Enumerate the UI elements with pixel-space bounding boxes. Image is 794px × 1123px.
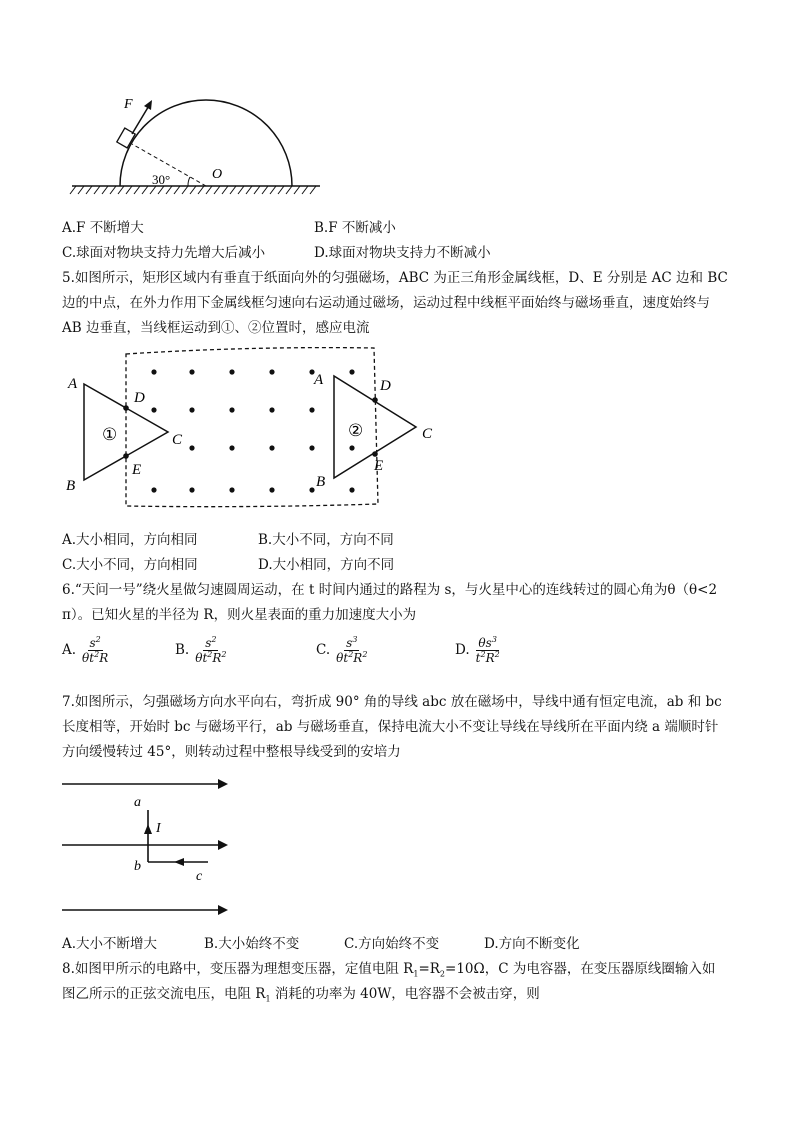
q5-text-line-3: AB 边垂直，当线框运动到①、②位置时，感应电流 — [62, 320, 370, 336]
q5-option-a[interactable]: A.大小相同，方向相同 — [62, 532, 198, 548]
q7-option-d[interactable]: D.方向不断变化 — [484, 936, 580, 952]
q5-label-C2: C — [422, 426, 433, 442]
q5-text-line-2: 边的中点，在外力作用下金属线框匀速向右运动通过磁场，运动过程中线框平面始终与磁场垂直，速度始终与 — [62, 295, 710, 311]
q4-option-a[interactable]: A.F 不断增大 — [62, 220, 144, 236]
q7-label-a: a — [134, 795, 141, 810]
q4-option-d[interactable]: D.球面对物块支持力不断减小 — [314, 245, 491, 261]
q5-label-B1: B — [66, 478, 76, 494]
q5-label-B2: B — [316, 474, 326, 490]
q5-option-c[interactable]: C.大小不同，方向相同 — [62, 557, 198, 573]
q4-option-b[interactable]: B.F 不断减小 — [314, 220, 396, 236]
q4-label-angle: 30° — [152, 172, 171, 187]
q7-text-line-2: 长度相等，开始时 bc 与磁场平行，ab 与磁场垂直，保持电流大小不变让导线在导线所在平面内绕 a 端顺时针 — [62, 719, 719, 735]
q7-label-c: c — [196, 869, 203, 884]
q5-text-line-1: 5.如图所示，矩形区域内有垂直于纸面向外的匀强磁场，ABC 为正三角形金属线框，D、E 分别是 AC 边和 BC — [62, 270, 728, 286]
q5-option-b[interactable]: B.大小不同，方向不同 — [258, 532, 394, 548]
q5-label-A2: A — [314, 372, 324, 388]
q5-option-d[interactable]: D.大小相同，方向不同 — [258, 557, 395, 573]
q5-label-E2: E — [374, 458, 384, 474]
q6-text-line-2: π）。已知火星的半径为 R，则火星表面的重力加速度大小为 — [62, 607, 417, 623]
q7-option-a[interactable]: A.大小不断增大 — [62, 936, 158, 952]
q5-label-C1: C — [172, 432, 183, 448]
q5-label-D1: D — [134, 390, 145, 406]
q5-label-pos2: ② — [348, 421, 364, 440]
q4-option-c[interactable]: C.球面对物块支持力先增大后减小 — [62, 245, 266, 261]
q5-label-E1: E — [132, 462, 142, 478]
q4-label-O: O — [212, 167, 223, 182]
q6-option-b[interactable]: B. $\frac{s^2}{\theta t^2R^2}$ — [175, 635, 227, 666]
q8-text-line-2: 图乙所示的正弦交流电压，电阻 $R_1$ 消耗的功率为 40W，电容器不会被击穿，则 — [62, 986, 540, 1004]
q4-figure — [62, 88, 332, 208]
q8-text-line-1: 8.如图甲所示的电路中，变压器为理想变压器，定值电阻 $R_1=R_2=10\Omega$，C 为电容器，在变压器原线圈输入如 — [62, 961, 716, 979]
q5-figure — [62, 340, 462, 515]
q7-figure — [62, 766, 242, 926]
q7-label-b: b — [134, 859, 141, 874]
q5-label-pos1: ① — [102, 425, 118, 444]
q7-option-c[interactable]: C.方向始终不变 — [344, 936, 440, 952]
q7-option-b[interactable]: B.大小始终不变 — [204, 936, 300, 952]
q4-label-F: F — [124, 97, 133, 112]
q5-label-D2: D — [380, 378, 391, 394]
q5-label-A1: A — [68, 376, 78, 392]
q6-option-a[interactable]: A. $\frac{s^2}{\theta t^2R}$ — [62, 635, 109, 666]
q7-text-line-3: 方向缓慢转过 45°，则转动过程中整根导线受到的安培力 — [62, 744, 401, 760]
q7-label-I: I — [156, 821, 161, 836]
q6-option-d[interactable]: D. $\frac{\theta s^3}{t^2R^2}$ — [455, 635, 500, 666]
q7-text-line-1: 7.如图所示，匀强磁场方向水平向右，弯折成 90° 角的导线 abc 放在磁场中，导线中通有恒定电流，ab 和 bc — [62, 694, 722, 710]
q6-text-line-1: 6.“天问一号”绕火星做匀速圆周运动，在 t 时间内通过的路程为 s，与火星中心的连线转过的圆心角为θ（θ<2 — [62, 582, 718, 598]
q6-option-c[interactable]: C. $\frac{s^3}{\theta t^2R^2}$ — [316, 635, 368, 666]
